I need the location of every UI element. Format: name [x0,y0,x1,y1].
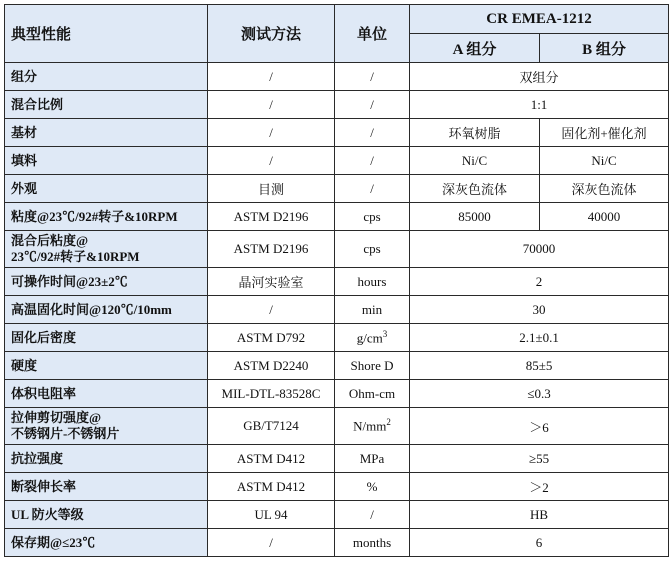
method-cell: / [208,296,335,324]
value-cell: ≤0.3 [410,380,669,408]
unit-exponent: 2 [386,417,391,428]
value-cell: ＞6 [410,408,669,445]
unit-cell: min [335,296,410,324]
unit-cell: / [335,91,410,119]
value-cell: 30 [410,296,669,324]
method-cell: ASTM D2196 [208,203,335,231]
value-a-cell: Ni/C [410,147,540,175]
property-cell [5,408,208,445]
method-cell: 晶河实验室 [208,268,335,296]
header-unit: 单位 [335,5,410,63]
method-cell: ASTM D2196 [208,231,335,268]
property-cell [5,231,208,268]
value-a-cell: 85000 [410,203,540,231]
value-cell: 70000 [410,231,669,268]
table-row [5,91,669,119]
unit-cell [335,408,410,445]
table-row [5,119,669,147]
property-cell: UL 防火等级 [5,501,208,529]
unit-cell: hours [335,268,410,296]
table-row [5,296,669,324]
unit-cell: MPa [335,445,410,473]
table-row [5,445,669,473]
method-cell: ASTM D412 [208,445,335,473]
table-row [5,203,669,231]
header-property: 典型性能 [5,5,208,63]
property-line: 混合后粘度@ [11,233,89,248]
property-line: 不锈钢片-不锈钢片 [11,426,120,441]
property-cell: 混合比例 [5,91,208,119]
value-cell: 2 [410,268,669,296]
unit-cell: / [335,175,410,203]
property-line: 23℃/92#转子&10RPM [11,249,140,264]
value-a-cell: 环氧树脂 [410,119,540,147]
table-row [5,352,669,380]
method-cell: / [208,119,335,147]
method-cell: ASTM D2240 [208,352,335,380]
property-cell: 抗拉强度 [5,445,208,473]
unit-base: N/mm [353,418,387,434]
method-cell: / [208,147,335,175]
method-cell: / [208,529,335,557]
method-cell: 目测 [208,175,335,203]
property-line: 拉伸剪切强度@ [11,410,102,425]
property-cell: 固化后密度 [5,324,208,352]
value-cell: 1:1 [410,91,669,119]
table-row [5,175,669,203]
value-b-cell: 深灰色流体 [540,175,669,203]
header-part-a: A 组分 [410,34,540,63]
unit-cell: cps [335,203,410,231]
value-b-cell: Ni/C [540,147,669,175]
method-cell: UL 94 [208,501,335,529]
unit-cell: Ohm-cm [335,380,410,408]
method-cell: ASTM D792 [208,324,335,352]
unit-cell: / [335,119,410,147]
method-cell: MIL-DTL-83528C [208,380,335,408]
unit-cell: Shore D [335,352,410,380]
property-cell: 组分 [5,63,208,91]
table-row [5,231,669,268]
unit-cell: % [335,473,410,501]
unit-cell: months [335,529,410,557]
unit-cell: / [335,501,410,529]
property-cell: 高温固化时间@120℃/10mm [5,296,208,324]
property-cell: 断裂伸长率 [5,473,208,501]
header-part-b: B 组分 [540,34,669,63]
unit-cell [335,324,410,352]
table-row [5,529,669,557]
property-cell: 填料 [5,147,208,175]
value-b-cell: 40000 [540,203,669,231]
value-cell: ≥55 [410,445,669,473]
table-row [5,268,669,296]
unit-cell: / [335,63,410,91]
method-cell: / [208,91,335,119]
value-cell: 2.1±0.1 [410,324,669,352]
table-row [5,380,669,408]
table-row [5,147,669,175]
table-row [5,501,669,529]
header-method: 测试方法 [208,5,335,63]
unit-base: g/cm [356,330,383,346]
property-cell: 硬度 [5,352,208,380]
method-cell: GB/T7124 [208,408,335,445]
value-cell: 85±5 [410,352,669,380]
property-cell: 粘度@23℃/92#转子&10RPM [5,203,208,231]
method-cell: / [208,63,335,91]
value-cell: HB [410,501,669,529]
value-a-cell: 深灰色流体 [410,175,540,203]
property-cell: 外观 [5,175,208,203]
property-cell: 保存期@≤23℃ [5,529,208,557]
value-cell: 6 [410,529,669,557]
unit-exponent: 3 [382,328,388,339]
property-cell: 可操作时间@23±2℃ [5,268,208,296]
header-row [5,5,669,34]
value-cell: 双组分 [410,63,669,91]
property-cell: 体积电阻率 [5,380,208,408]
properties-table [4,4,669,557]
value-cell: ＞2 [410,473,669,501]
property-cell: 基材 [5,119,208,147]
table-row [5,324,669,352]
unit-cell: / [335,147,410,175]
value-b-cell: 固化剂+催化剂 [540,119,669,147]
method-cell: ASTM D412 [208,473,335,501]
table-row [5,473,669,501]
table-row [5,63,669,91]
unit-cell: cps [335,231,410,268]
header-product: CR EMEA-1212 [410,5,669,34]
table-row [5,408,669,445]
